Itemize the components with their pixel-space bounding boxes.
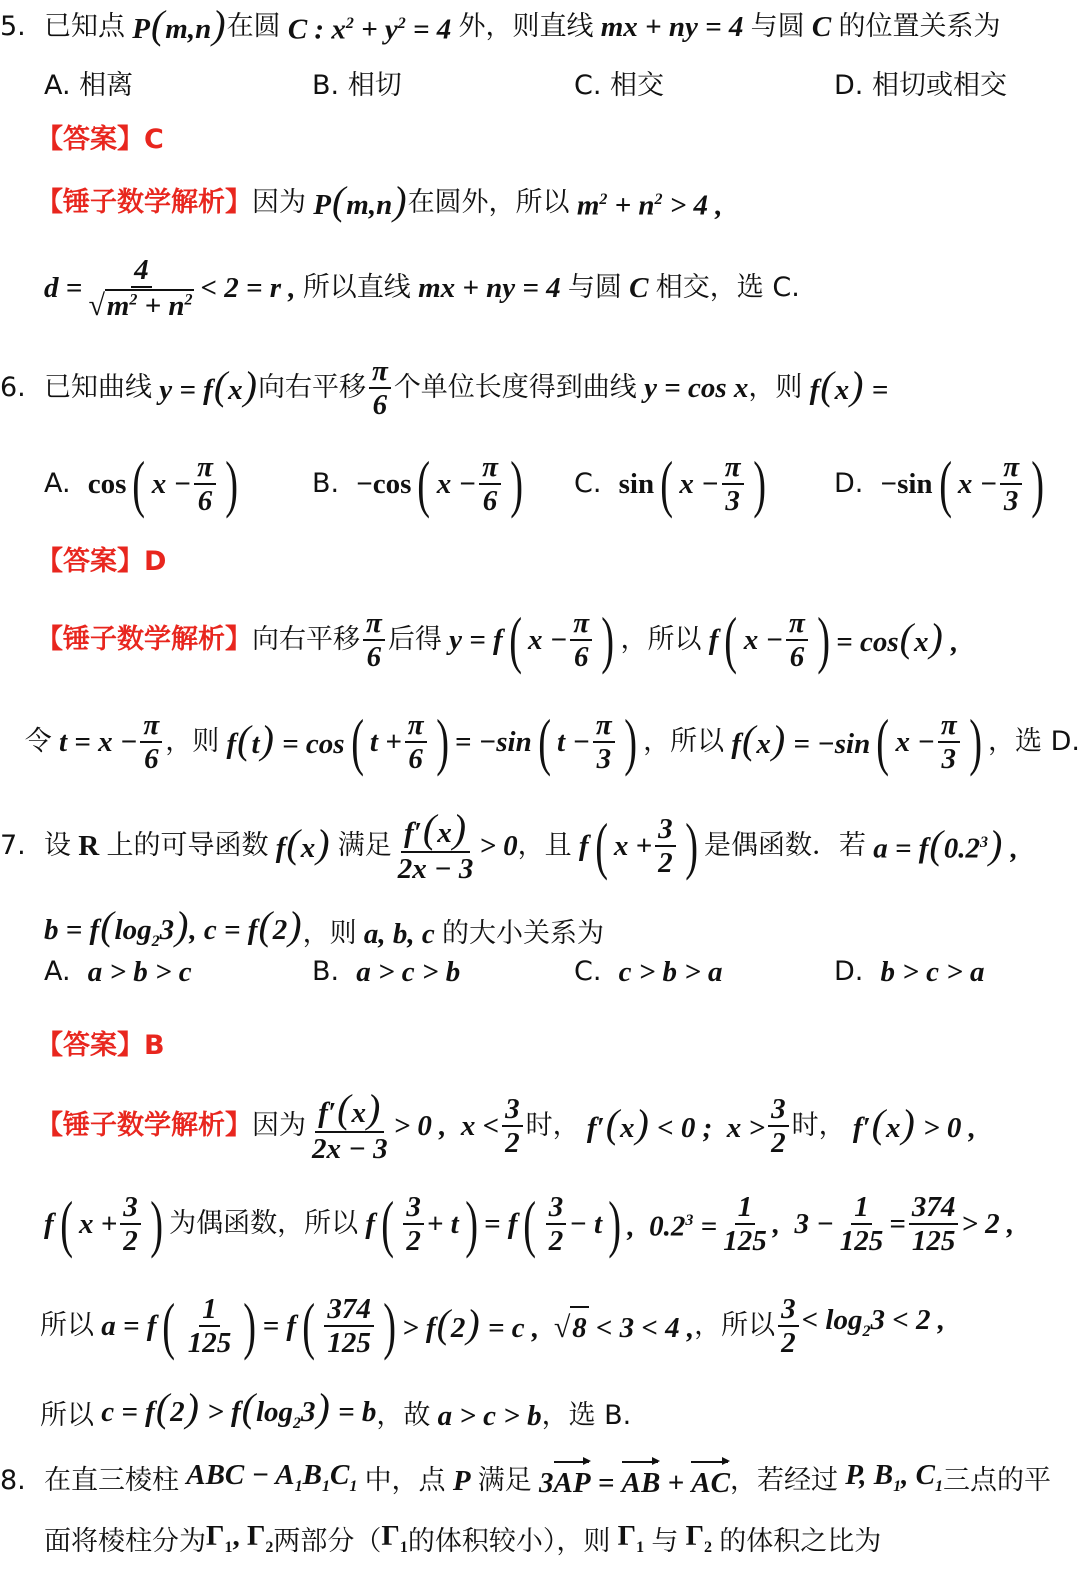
q7-analysis-line4: 所以 $c = f(2) > f(\log_23) = b$ ，故 a > c > b ，选 B. — [40, 1385, 632, 1432]
q5-option-c[interactable]: C. 相交 — [574, 70, 665, 101]
q5-option-d[interactable]: D. 相切或相交 — [834, 70, 1007, 101]
q7-answer — [0, 1026, 1080, 1066]
q6-option-c[interactable]: C. sin ( x − $\frac{\pi}{3}$ ) — [574, 448, 766, 519]
q5-answer — [0, 120, 1080, 160]
q5-analysis-line2: d = 4 √ $m^2 + n^2$ < 2 = r , 所以直线 mx + ny = 4 与圆 C 相交，选 C. — [44, 253, 800, 322]
answer-value: B — [144, 1030, 165, 1061]
q7-analysis-line3: 所以 a = f ( $\frac{1}{125}$ ) = f ( $\frac{374}{125}$ ) > f(2) = c , √ 8 < 3 < 4 , ，所以 $\frac{3}{2}$ < $\log_23 < 2$ , — [40, 1290, 946, 1361]
q6-option-a[interactable]: A. cos ( x − $\frac{\pi}{6}$ ) — [44, 448, 238, 519]
q6-answer — [0, 542, 1080, 582]
q5-option-b[interactable]: B. 相切 — [312, 70, 402, 101]
q7-analysis-line2: f ( x + $\frac{3}{2}$ ) 为偶函数，所以 f ( $\frac{3}{2}$ + t ) = f ( $\frac{3}{2}$ − t ) , $0.2^3$ = $\frac{1}{125}$ , 3 − $\frac{1}{125}$ = $\frac{374}{125}$ > 2 , — [44, 1188, 1015, 1259]
q5-analysis-line1: 【锤子数学解析】 因为 P(m,n) 在圆外，所以 $m^2 + n^2 > 4$ , — [36, 177, 723, 223]
answer-label: 【答案】 — [36, 546, 144, 577]
analysis-label: 【锤子数学解析】 — [36, 624, 252, 655]
answer-value: C — [144, 124, 164, 155]
q8-number: 8. — [0, 1464, 26, 1496]
q6-analysis-line1: 【锤子数学解析】 向右平移 $\frac{\pi}{6}$ 后得 y = f ( x − $\frac{\pi}{6}$ ) ，所以 f ( x − $\frac{\pi}{6}$ ) = cos(x) , — [36, 604, 959, 675]
q7-analysis-line1: 【锤子数学解析】 因为 $\frac{f'(x)}{2x - 3}$ > 0 , x < $\frac{3}{2}$ 时， f′(x) < 0 ; x > $\frac{3}{2}$ 时， f′(x) > 0 , — [36, 1085, 976, 1165]
answer-label: 【答案】 — [36, 1030, 144, 1061]
q7-stem-line2: $b = f(\log_23)$, c = f(2) ，则 a, b, c 的大小关系为 — [44, 903, 604, 950]
q7-number: 7. — [0, 830, 26, 861]
q6-stem: 6. 已知曲线 y = f(x) 向右平移 $\frac{\pi}{6}$ 个单位长度得到曲线 y = cos x ，则 f(x) = — [0, 354, 889, 421]
analysis-label: 【锤子数学解析】 — [36, 1110, 252, 1141]
q5-options — [0, 66, 1080, 106]
q8-stem-line2: 面将棱柱分为 $\Gamma_1$, $\Gamma_2$ 两部分（ $\Gamma_1$ 的体积较小），则 $\Gamma_1$ 与 $\Gamma_2$ 的体积之比为 — [44, 1520, 882, 1557]
analysis-label: 【锤子数学解析】 — [36, 186, 252, 218]
q6-option-d[interactable]: D. −sin ( x − $\frac{\pi}{3}$ ) — [834, 448, 1045, 519]
q6-options — [0, 444, 1080, 524]
q8-stem: 8. 在直三棱柱 ABC − $A_1B_1C_1$ 中，点 P 满足 3AP = AB + AC ，若经过 P, $B_1$, $C_1$ 三点的平 — [0, 1455, 1080, 1507]
q7-stem: 7. 设 R 上的可导函数 f(x) 满足 $\frac{f'(x)}{2x - 3}$ > 0 ，且 f ( x + $\frac{3}{2}$ ) 是偶函数．若 $a = f(0.2^3)$ , — [0, 805, 1018, 885]
q6-option-b[interactable]: B. −cos ( x − $\frac{\pi}{6}$ ) — [312, 448, 524, 519]
answer-label: 【答案】 — [36, 124, 144, 155]
q5-stem: 5. 已知点 P(m,n) 在圆 C : $x^2 + y^2 = 4$ 外，则直线 mx + ny = 4 与圆 C 的位置关系为 — [0, 1, 1001, 47]
q6-number: 6. — [0, 372, 26, 403]
q6-analysis-line2: 令 t = x − $\frac{\pi}{6}$ ，则 f(t) = cos ( t + $\frac{\pi}{6}$ ) = −sin ( t − $\frac{\pi}{3}$ ) ，所以 f(x) = −sin ( x − $\frac{\pi}{3}$ ) ，选 D. — [24, 706, 1080, 777]
q5-option-a[interactable]: A. 相离 — [44, 70, 134, 101]
answer-value: D — [144, 546, 167, 577]
q5-number: 5. — [0, 10, 26, 42]
